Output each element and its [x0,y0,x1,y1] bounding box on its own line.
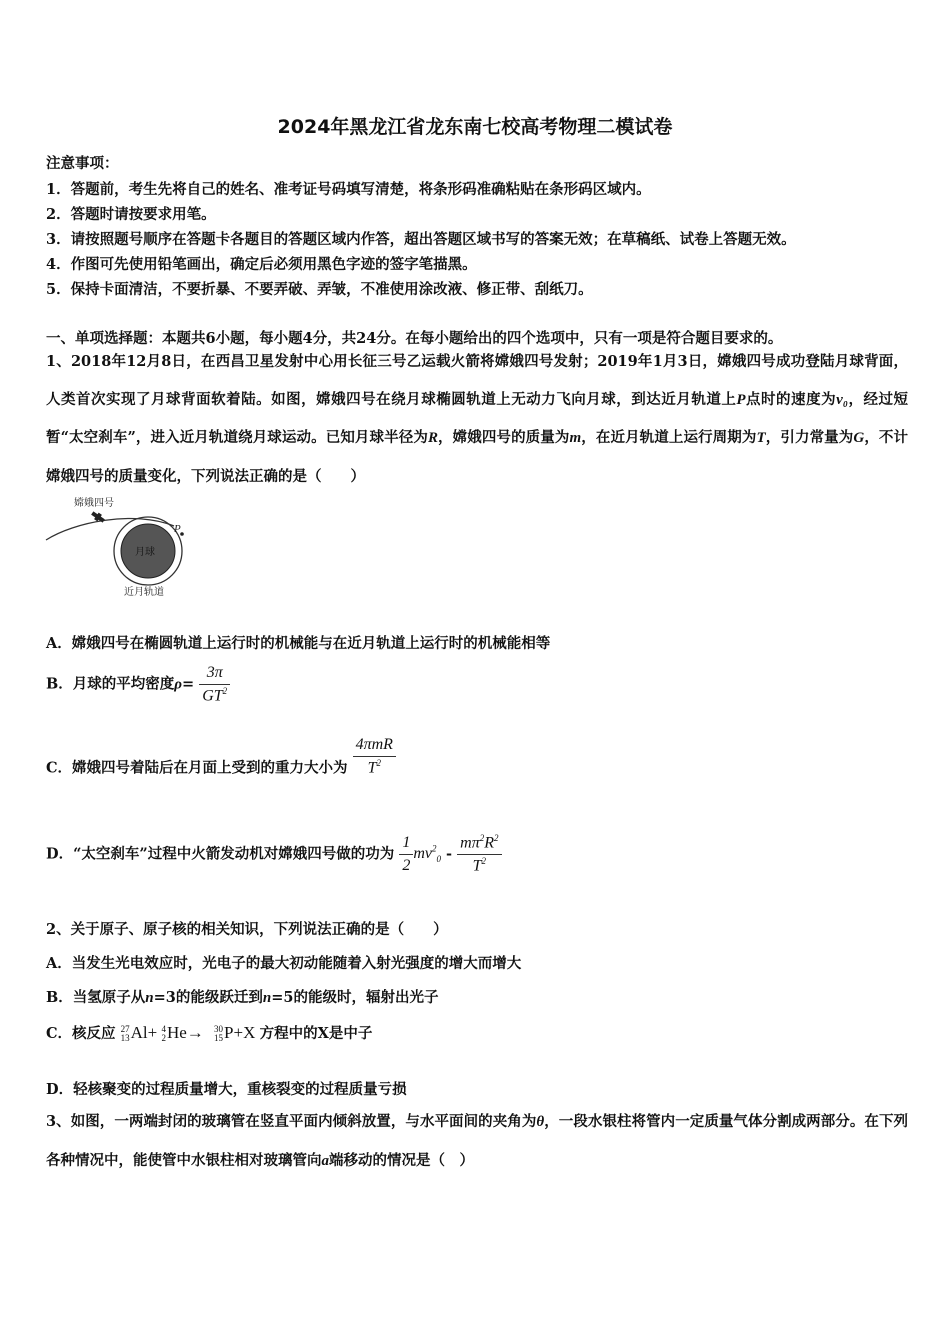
gravity-fraction: $\frac{\text{4πmR}}{T^2}$ [353,736,396,777]
notice-item: 5．保持卡面清洁，不要折暴、不要弄破、弄皱，不准使用涂改液、修正带、刮纸刀。 [46,281,593,298]
question-3-stem: 3、如图，一两端封闭的玻璃管在竖直平面内倾斜放置，与水平面间的夹角为θ，一段水银柱将管内一定质量气体分割成两部分。在下列各种情况中，能使管中水银柱相对玻璃管向a端移动的情况是（ ） [46,1113,909,1169]
notice-item: 3．请按照题号顺序在答题卡各题目的答题区域内作答，超出答题区域书写的答案无效；在草稿纸、试卷上答题无效。 [46,231,796,248]
page-title: 2024年黑龙江省龙东南七校高考物理二模试卷 [277,116,673,138]
density-fraction: $\frac{3\pi}{GT^2}$ [199,664,230,705]
point-p-dot [180,532,184,536]
question-1-stem: 1、2018年12月8日，在西昌卫星发射中心用长征三号乙运载火箭将嫦娥四号发射；2019年1月3日，嫦娥四号成功登陆月球背面，人类首次实现了月球背面软着陆。如图，嫦娥四号在绕月球椭圆轨道上无动力飞向月球，到达近月轨道上P点时的速度为v₀，经过短暂“太空刹车”，进入近月轨道绕月球运动。已知月球半径为R，嫦娥四号的质量为m，在近月轨道上运行周期为T，引力常量为G，不计嫦娥四号的质量变化，下列说法正确的是（ ） [46,353,909,485]
kinetic-term: $mv^2_0$ [413,844,441,865]
question-2-stem: 2、关于原子、原子核的相关知识，下列说法正确的是（ ） [46,921,448,938]
point-p-label: P [174,523,181,535]
q2-option-b: B．当氢原子从n=3的能级跃迁到n=5的能级时，辐射出光子 [46,989,439,1006]
half-fraction: $\frac{1}{2}$ [399,834,413,874]
work-fraction: $\frac{m\pi^2R^2}{T^2}$ [457,834,501,875]
q1-option-d: D．“太空刹车”过程中火箭发动机对嫦娥四号做的功为 $\frac{1}{2}$ $mv^2_0$ - $\frac{m\pi^2R^2}{T^2}$ [46,834,502,875]
q1-option-a: A．嫦娥四号在椭圆轨道上运行时的机械能与在近月轨道上运行时的机械能相等 [46,635,551,652]
notice-heading: 注意事项： [46,155,119,172]
q1-option-c: C．嫦娥四号着陆后在月面上受到的重力大小为 $\frac{\text{4πmR}}{T^2}$ [46,748,396,789]
moon-orbit-figure [44,492,194,602]
probe-label: 嫦娥四号 [74,498,114,509]
q2-option-c: C．核反应 27 13Al+ 4 2He→ 30 15P+X 方程中的X是中子 [46,1023,373,1044]
moon-label: 月球 [135,547,155,558]
orbit-label: 近月轨道 [124,587,164,598]
q2-option-d: D．轻核聚变的过程质量增大，重核裂变的过程质量亏损 [46,1081,407,1098]
notice-item: 1．答题前，考生先将自己的姓名、准考证号码填写清楚，将条形码准确粘贴在条形码区域内。 [46,181,651,198]
q2-option-a: A．当发生光电效应时，光电子的最大初动能随着入射光强度的增大而增大 [46,955,522,972]
section-heading: 一、单项选择题：本题共6小题，每小题4分，共24分。在每小题给出的四个选项中，只有一项是符合题目要求的。 [46,330,783,347]
nuclear-reaction: 27 13Al+ 4 2He→ 30 15P+X [120,1023,256,1044]
notice-item: 2．答题时请按要求用笔。 [46,206,216,223]
q1-option-b: B．月球的平均密度ρ= $\frac{3\pi}{GT^2}$ [46,664,230,705]
notice-item: 4．作图可先使用铅笔画出，确定后必须用黑色字迹的签字笔描黑。 [46,256,477,273]
